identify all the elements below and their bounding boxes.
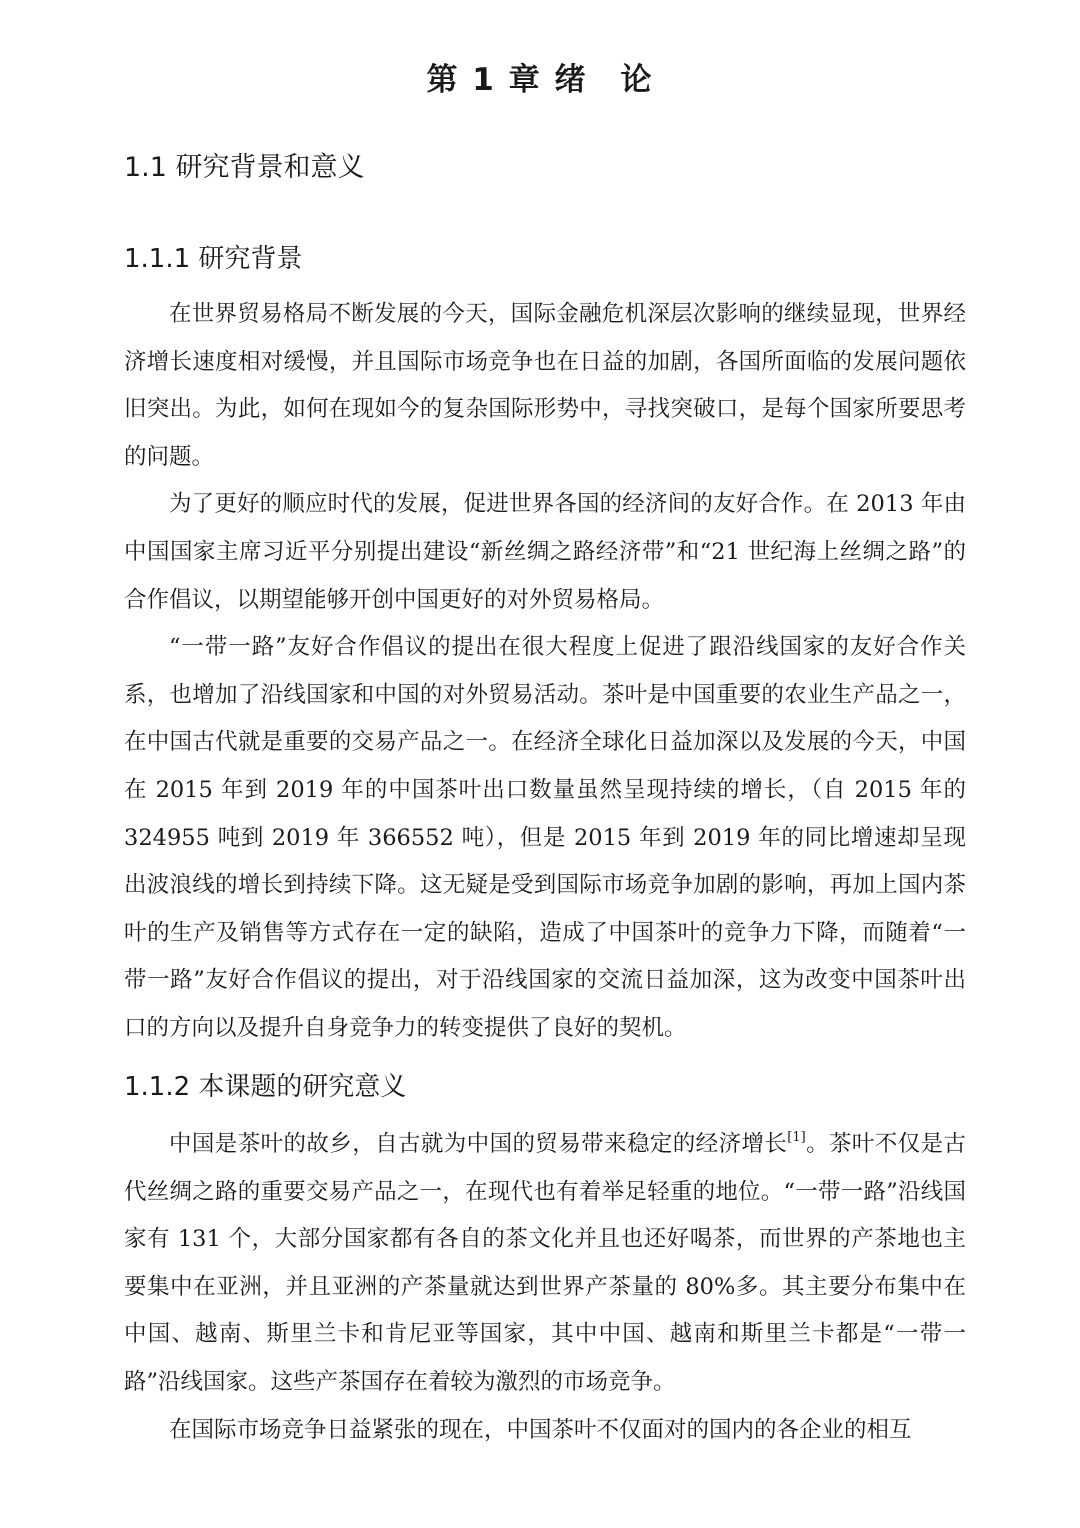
paragraph: 在国际市场竞争日益紧张的现在，中国茶叶不仅面对的国内的各企业的相互 bbox=[169, 1416, 912, 1443]
citation-ref: [1] bbox=[787, 1130, 806, 1145]
paragraph: 在世界贸易格局不断发展的今天，国际金融危机深层次影响的继续显现，世界经济增长速度相对缓慢，并且国际市场竞争也在日益的加剧，各国所面临的发展问题依旧突出。为此，如何在现如今的复杂国际形势中，寻找突破口，是每个国家所要思考的问题。 bbox=[124, 301, 966, 470]
paragraph-text: 中国是茶叶的故乡，自古就为中国的贸易带来稳定的经济增长 bbox=[169, 1131, 788, 1157]
significance-text bbox=[124, 1121, 966, 1454]
paragraph: “一带一路”友好合作倡议的提出在很大程度上促进了跟沿线国家的友好合作关系，也增加了沿线国家和中国的对外贸易活动。茶叶是中国重要的农业生产品之一，在中国古代就是重要的交易产品之一。在经济全球化日益加深以及发展的今天，中国在 2015 年到 2019 年的中国茶叶出口数量虽然呈现持续的增长，（自 2015 年的 324955 吨到 2019 年 366552 吨），但是 2015 年到 2019 年的同比增速却呈现出波浪线的增长到持续下降。这无疑是受到国际市场竞争加剧的影响，再加上国内茶叶的生产及销售等方式存在一定的缺陷，造成了中国茶叶的竞争力下降，而随着“一带一路”友好合作倡议的提出，对于沿线国家的交流日益加深，这为改变中国茶叶出口的方向以及提升自身竞争力的转变提供了良好的契机。 bbox=[124, 634, 966, 1041]
subsection-heading-significance: 1.1.2 本课题的研究意义 bbox=[124, 1072, 407, 1102]
section-heading: 1.1 研究背景和意义 bbox=[124, 152, 365, 183]
paragraph: 为了更好的顺应时代的发展，促进世界各国的经济间的友好合作。在 2013 年由中国国家主席习近平分别提出建设“新丝绸之路经济带”和“21 世纪海上丝绸之路”的合作倡议，以期望能够开创中国更好的对外贸易格局。 bbox=[124, 491, 966, 613]
paragraph bbox=[124, 1121, 966, 1407]
chapter-title: 第 1 章 绪 论 bbox=[426, 62, 654, 98]
subsection-heading-background: 1.1.1 研究背景 bbox=[124, 244, 303, 274]
background-text bbox=[124, 291, 966, 1053]
paragraph-text: 。茶叶不仅是古代丝绸之路的重要交易产品之一，在现代也有着举足轻重的地位。“一带一路”沿线国家有 131 个，大部分国家都有各自的茶文化并且也还好喝茶，而世界的产茶地也主要集中在亚洲，并且亚洲的产茶量就达到世界产茶量的 80%多。其主要分布集中在中国、越南、斯里兰卡和肯尼亚等国家，其中中国、越南和斯里兰卡都是“一带一路”沿线国家。这些产茶国存在着较为激烈的市场竞争。 bbox=[124, 1131, 966, 1395]
